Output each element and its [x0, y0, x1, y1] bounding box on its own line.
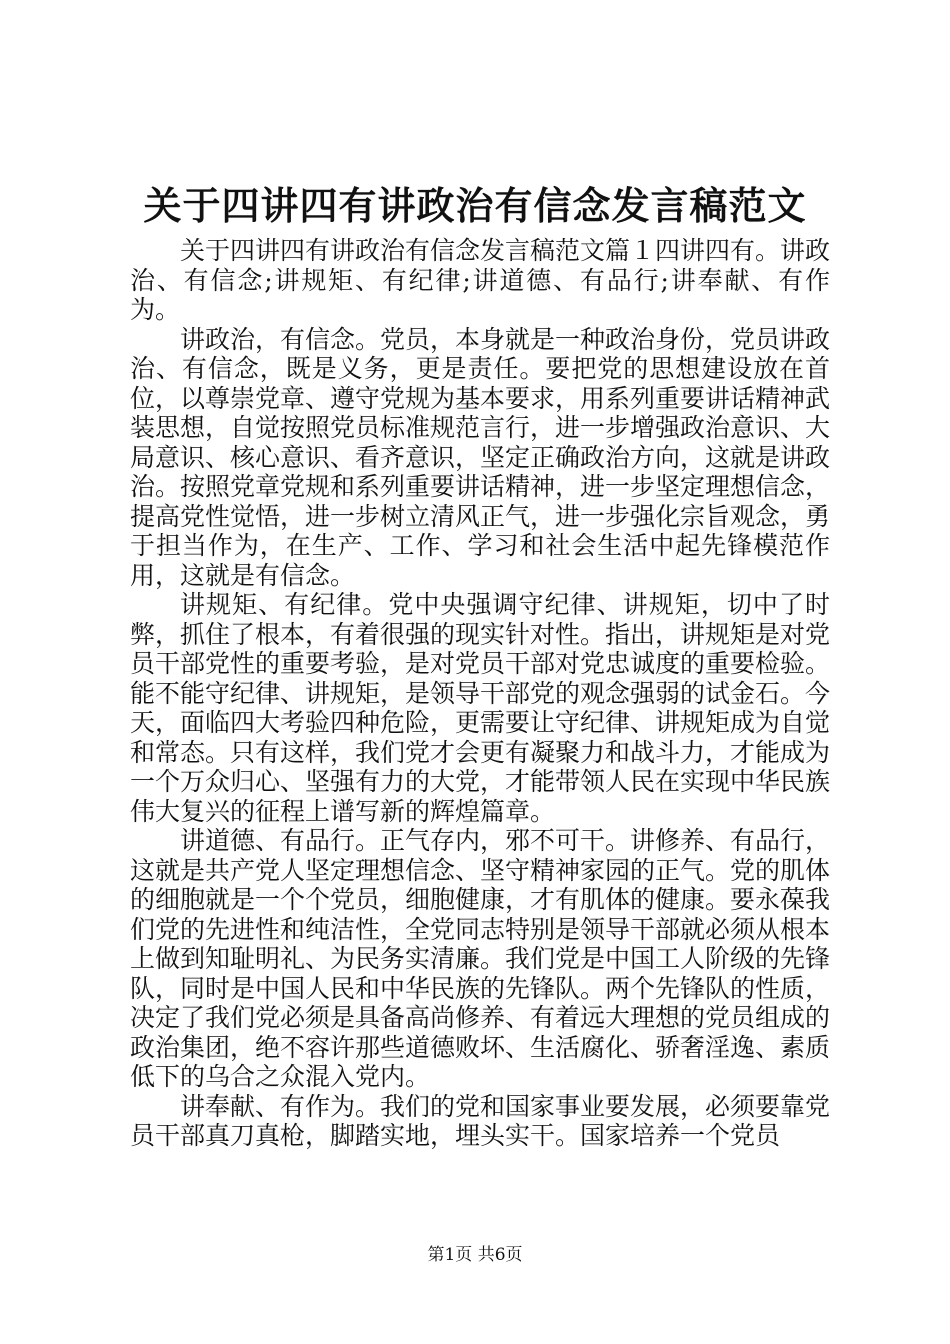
document-title: 关于四讲四有讲政治有信念发言稿范文 [143, 183, 807, 228]
page-number-footer: 第1页 共6页 [427, 1245, 523, 1265]
paragraph-politics: 讲政治，有信念。党员，本身就是一种政治身份，党员讲政治、有信念，既是义务，更是责任。要把党的思想建设放在首位，以尊崇党章、遵守党规为基本要求，用系列重要讲话精神武装思想，自觉按照党员标准规范言行，进一步增强政治意识、大局意识、核心意识、看齐意识，坚定正确政治方向，这就是讲政治。按照党章党规和系列重要讲话精神，进一步坚定理想信念，提高党性觉悟，进一步树立清风正气，进一步强化宗旨观念，勇于担当作为，在生产、工作、学习和社会生活中起先锋模范作用，这就是有信念。 [130, 324, 831, 590]
paragraph-rules: 讲规矩、有纪律。党中央强调守纪律、讲规矩，切中了时弊，抓住了根本，有着很强的现实针对性。指出，讲规矩是对党员干部党性的重要考验，是对党员干部对党忠诚度的重要检验。能不能守纪律、讲规矩，是领导干部党的观念强弱的试金石。今天，面临四大考验四种危险，更需要让守纪律、讲规矩成为自觉和常态。只有这样，我们党才会更有凝聚力和战斗力，才能成为一个万众归心、坚强有力的大党，才能带领人民在实现中华民族伟大复兴的征程上谱写新的辉煌篇章。 [130, 590, 831, 826]
paragraph-morality: 讲道德、有品行。正气存内，邪不可干。讲修养、有品行，这就是共产党人坚定理想信念、坚守精神家园的正气。党的肌体的细胞就是一个个党员，细胞健康，才有肌体的健康。要永葆我们党的先进性和纯洁性，全党同志特别是领导干部就必须从根本上做到知耻明礼、为民务实清廉。我们党是中国工人阶级的先锋队，同时是中国人民和中华民族的先锋队。两个先锋队的性质，决定了我们党必须是具备高尚修养、有着远大理想的党员组成的政治集团，绝不容许那些道德败坏、生活腐化、骄奢淫逸、素质低下的乌合之众混入党内。 [130, 826, 831, 1091]
document-body [130, 236, 830, 1151]
paragraph-dedication: 讲奉献、有作为。我们的党和国家事业要发展，必须要靠党员干部真刀真枪，脚踏实地，埋头实干。国家培养一个党员 [130, 1091, 831, 1150]
paragraph-intro: 关于四讲四有讲政治有信念发言稿范文篇１四讲四有。讲政治、有信念;讲规矩、有纪律;讲道德、有品行;讲奉献、有作为。 [130, 236, 831, 324]
